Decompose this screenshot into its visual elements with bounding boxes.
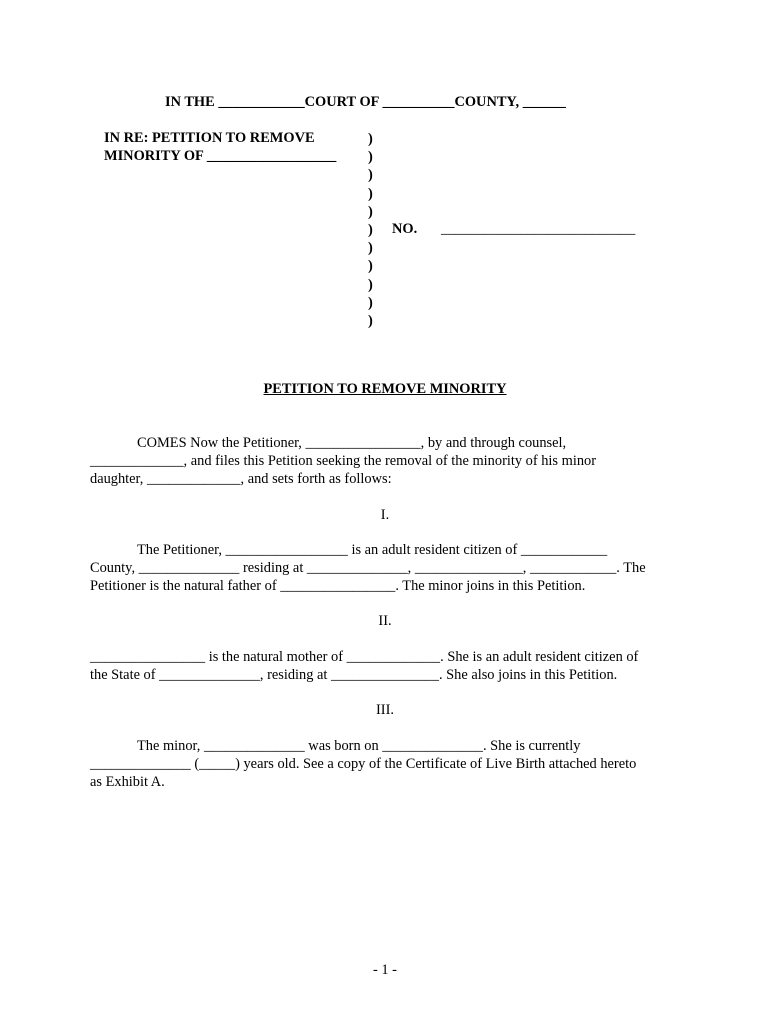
caption-re-line-1: IN RE: PETITION TO REMOVE — [104, 130, 315, 146]
section-iii-line-3: as Exhibit A. — [90, 774, 165, 790]
page-number: - 1 - — [373, 962, 397, 978]
section-iii-line-1: The minor, ______________ was born on ______________. She is currently — [137, 738, 581, 754]
section-ii-line-2: the State of ______________, residing at _______________. She also joins in this Petition. — [90, 667, 618, 683]
section-i-line-2: County, ______________ residing at ______________, _______________, ____________. The — [90, 560, 646, 576]
caption-paren: ) — [368, 185, 373, 202]
caption-paren: ) — [368, 312, 373, 329]
intro-line-3: daughter, _____________, and sets forth as follows: — [90, 471, 392, 487]
intro-line-2: _____________, and files this Petition seeking the removal of the minority of his minor — [90, 453, 597, 469]
caption-paren: ) — [368, 221, 373, 238]
court-heading: IN THE ____________COURT OF __________COUNTY, ______ — [165, 94, 566, 110]
section-i-line-1: The Petitioner, _________________ is an adult resident citizen of ____________ — [137, 542, 608, 558]
section-i-line-3: Petitioner is the natural father of ________________. The minor joins in this Petition. — [90, 578, 586, 594]
caption-paren: ) — [368, 203, 373, 220]
caption-paren: ) — [368, 149, 373, 166]
caption-re-line-2: MINORITY OF __________________ — [104, 148, 337, 164]
section-ii-line-1: ________________ is the natural mother of _____________. She is an adult resident citizen of — [90, 649, 639, 665]
case-number-label: NO. — [392, 221, 418, 237]
caption-paren: ) — [368, 131, 373, 147]
caption-parenthesis-column — [368, 130, 378, 330]
intro-line-1: COMES Now the Petitioner, ________________, by and through counsel, — [137, 435, 567, 451]
caption-paren: ) — [368, 167, 373, 184]
section-iii-line-2: ______________ (_____) years old. See a copy of the Certificate of Live Birth attached hereto — [90, 756, 637, 772]
section-numeral-iii: III. — [376, 702, 394, 718]
document-title: PETITION TO REMOVE MINORITY — [263, 381, 507, 397]
section-numeral-ii: II. — [378, 613, 392, 629]
section-numeral-i: I. — [380, 507, 390, 523]
case-number-blank: ___________________________ — [441, 221, 636, 237]
caption-paren: ) — [368, 258, 373, 275]
caption-paren: ) — [368, 276, 373, 293]
caption-paren: ) — [368, 294, 373, 311]
caption-paren: ) — [368, 240, 373, 257]
